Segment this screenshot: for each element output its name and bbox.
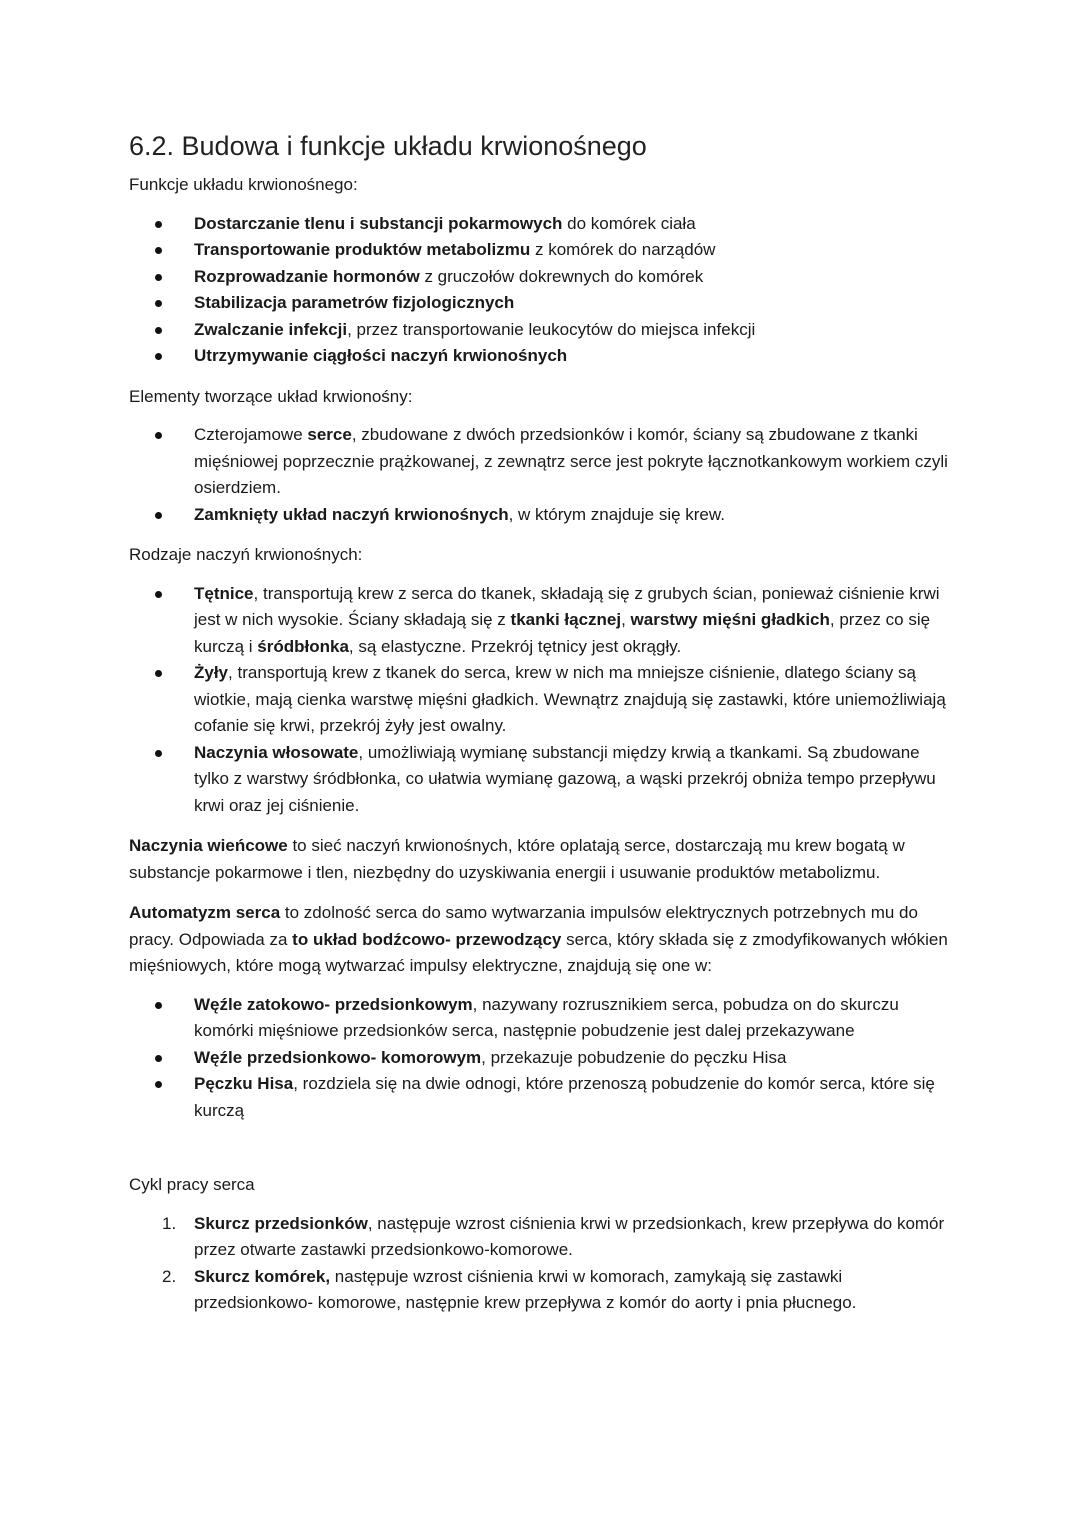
list-item: 1. Skurcz przedsionków, następuje wzrost ciśnienia krwi w przedsionkach, krew przepływa do komór przez otwarte zastawki przedsionkowo-komorowe. — [162, 1213, 945, 1259]
vessels-heading: Rodzaje naczyń krwionośnych: — [129, 545, 363, 564]
list-item: Rozprowadzanie hormonów z gruczołów dokrewnych do komórek — [129, 264, 959, 291]
page-title: 6.2. Budowa i funkcje układu krwionośnego — [129, 131, 647, 161]
list-item-capillaries: Naczynia włosowate, umożliwiają wymianę substancji między krwią a tkankami. Są zbudowane tylko z warstwy śródbłonka, co ułatwia wymianę gazową, a wąski przekrój obniża tempo przepływu krwi oraz jej ciśnienie. — [129, 740, 959, 820]
cycle-heading: Cykl pracy serca — [129, 1175, 255, 1194]
document-page — [129, 126, 959, 1331]
list-item: 2. Skurcz komórek, następuje wzrost ciśnienia krwi w komorach, zamykają się zastawki przedsionkowo- komorowe, następnie krew przepływa z komór do aorty i pnia płucnego. — [162, 1266, 857, 1312]
list-item: Transportowanie produktów metabolizmu z komórek do narządów — [129, 237, 959, 264]
list-item-veins: Żyły, transportują krew z tkanek do serca, krew w nich ma mniejsze ciśnienie, dlatego ściany są wiotkie, mają cienka warstwę mięśni gładkich. Wewnątrz znajdują się zastawki, które uniemożliwiają cofanie się krwi, przekrój żyły jest owalny. — [129, 660, 959, 740]
list-item: Dostarczanie tlenu i substancji pokarmowych do komórek ciała — [129, 211, 959, 238]
list-item: Węźle zatokowo- przedsionkowym, nazywany rozrusznikiem serca, pobudza on do skurczu komórki mięśniowe przedsionków serca, następnie pobudzenie jest dalej przekazywane — [129, 992, 959, 1045]
conduction-list — [129, 992, 959, 1125]
list-item: Zamknięty układ naczyń krwionośnych, w którym znajduje się krew. — [129, 502, 959, 529]
cycle-list — [129, 1211, 959, 1317]
list-item-arteries: Tętnice, transportują krew z serca do tkanek, składają się z grubych ścian, ponieważ ciśnienie krwi jest w nich wysokie. Ściany składają się z tkanki łącznej, warstwy mięśni gładkich, przez co się kurczą i śródbłonka, są elastyczne. Przekrój tętnicy jest okrągły. — [129, 581, 959, 661]
list-item: Stabilizacja parametrów fizjologicznych — [129, 290, 959, 317]
list-item: Węźle przedsionkowo- komorowym, przekazuje pobudzenie do pęczku Hisa — [129, 1045, 959, 1072]
list-item: Zwalczanie infekcji, przez transportowanie leukocytów do miejsca infekcji — [129, 317, 959, 344]
elements-heading: Elementy tworzące układ krwionośny: — [129, 386, 413, 406]
coronary-paragraph: Naczynia wieńcowe to sieć naczyń krwionośnych, które oplatają serce, dostarczają mu krew bogatą w substancje pokarmowe i tlen, niezbędny do uzyskiwania energii i usuwanie produktów metabolizmu. — [129, 836, 905, 882]
list-item: Utrzymywanie ciągłości naczyń krwionośnych — [129, 343, 959, 370]
automatism-paragraph: Automatyzm serca to zdolność serca do samo wytwarzania impulsów elektrycznych potrzebnych mu do pracy. Odpowiada za to układ bodźcowo- przewodzący serca, który składa się z zmodyfikowanych włókien mięśniowych, które mogą wytwarzać impulsy elektryczne, znajdują się one w: — [129, 903, 948, 975]
functions-list — [129, 211, 959, 370]
list-item: Pęczku Hisa, rozdziela się na dwie odnogi, które przenoszą pobudzenie do komór serca, które się kurczą — [129, 1071, 959, 1124]
elements-list — [129, 422, 959, 528]
functions-heading: Funkcje układu krwionośnego: — [129, 175, 358, 194]
list-item: Czterojamowe serce, zbudowane z dwóch przedsionków i komór, ściany są zbudowane z tkanki mięśniowej poprzecznie prążkowanej, z zewnątrz serce jest pokryte łącznotkankowym workiem czyli osierdziem. — [129, 422, 959, 502]
vessels-list — [129, 581, 959, 820]
